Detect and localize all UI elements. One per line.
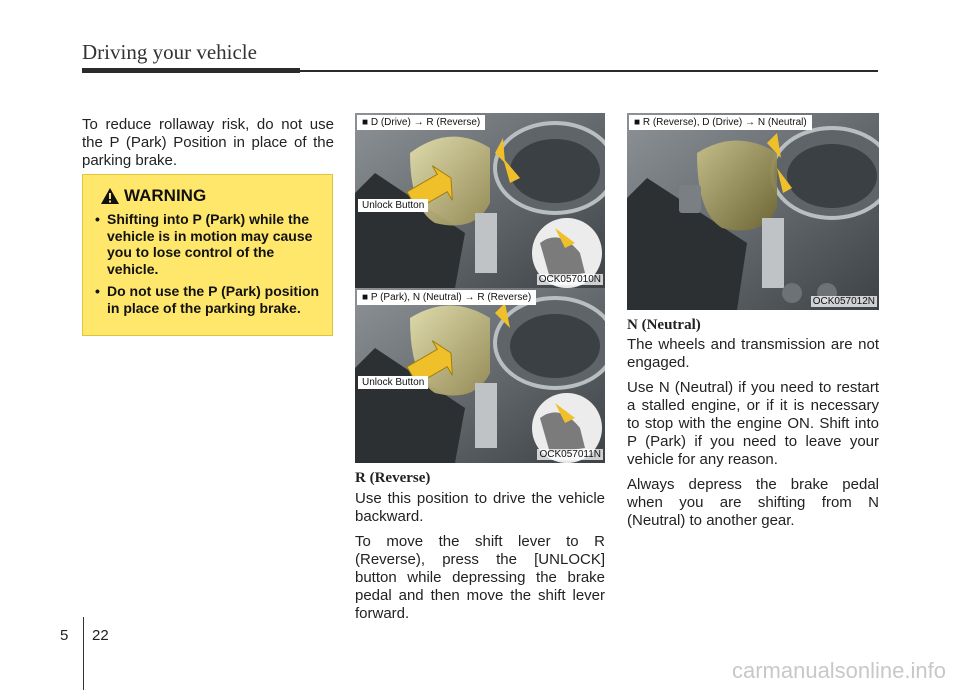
header-rule-thin bbox=[300, 70, 878, 72]
chapter-number: 5 bbox=[60, 627, 69, 644]
header-rule-thick bbox=[82, 68, 300, 73]
bullet-icon: • bbox=[95, 283, 100, 299]
intro-paragraph: To reduce rollaway risk, do not use the P (Park) Position in place of the parking brake. bbox=[82, 116, 334, 169]
warning-item: • Shifting into P (Park) while the vehicle is in motion may cause you to lose control of the vehicle. bbox=[95, 211, 313, 277]
warning-triangle-icon bbox=[101, 188, 119, 204]
figure-d-to-r bbox=[355, 113, 605, 288]
reverse-paragraph: To move the shift lever to R (Reverse), press the [UNLOCK] button while depressing the brake pedal and then move the shift lever forward. bbox=[355, 533, 605, 622]
figure-caption: ■ R (Reverse), D (Drive) → N (Neutral) bbox=[629, 115, 812, 130]
unlock-button-label: Unlock Button bbox=[358, 376, 428, 389]
section-title-neutral: N (Neutral) bbox=[627, 317, 701, 333]
shift-lever-illustration bbox=[627, 113, 879, 310]
neutral-paragraph: Always depress the brake pedal when you are shifting from N (Neutral) to another gear. bbox=[627, 476, 879, 529]
warning-item: • Do not use the P (Park) position in place of the parking brake. bbox=[95, 283, 320, 316]
section-title-reverse: R (Reverse) bbox=[355, 470, 431, 486]
page-number: 22 bbox=[92, 627, 109, 644]
neutral-section-body bbox=[627, 336, 879, 537]
neutral-paragraph: Use N (Neutral) if you need to restart a stalled engine, or if it is necessary to stop with the engine ON. Shift into P (Park) if you need to leave your vehicle for any reason. bbox=[627, 379, 879, 468]
figure-caption: ■ D (Drive) → R (Reverse) bbox=[357, 115, 485, 130]
reverse-paragraph: Use this position to drive the vehicle backward. bbox=[355, 490, 605, 525]
figure-r-d-to-n bbox=[627, 113, 879, 310]
figure-p-n-to-r bbox=[355, 288, 605, 463]
reverse-section-body bbox=[355, 490, 605, 630]
warning-header bbox=[101, 186, 206, 206]
figure-caption: ■ P (Park), N (Neutral) → R (Reverse) bbox=[357, 290, 536, 305]
warning-box bbox=[82, 174, 333, 336]
figure-code: OCK057012N bbox=[812, 296, 875, 307]
bullet-icon: • bbox=[95, 211, 100, 227]
unlock-button-label: Unlock Button bbox=[358, 199, 428, 212]
warning-list bbox=[95, 211, 323, 322]
footer-divider bbox=[83, 617, 84, 690]
warning-title: WARNING bbox=[124, 186, 207, 205]
figure-code: OCK057010N bbox=[538, 274, 601, 285]
figure-code: OCK057011N bbox=[539, 449, 601, 460]
neutral-paragraph: The wheels and transmission are not engaged. bbox=[627, 336, 879, 371]
page-header-title: Driving your vehicle bbox=[82, 40, 257, 64]
watermark: carmanualsonline.info bbox=[731, 658, 946, 683]
